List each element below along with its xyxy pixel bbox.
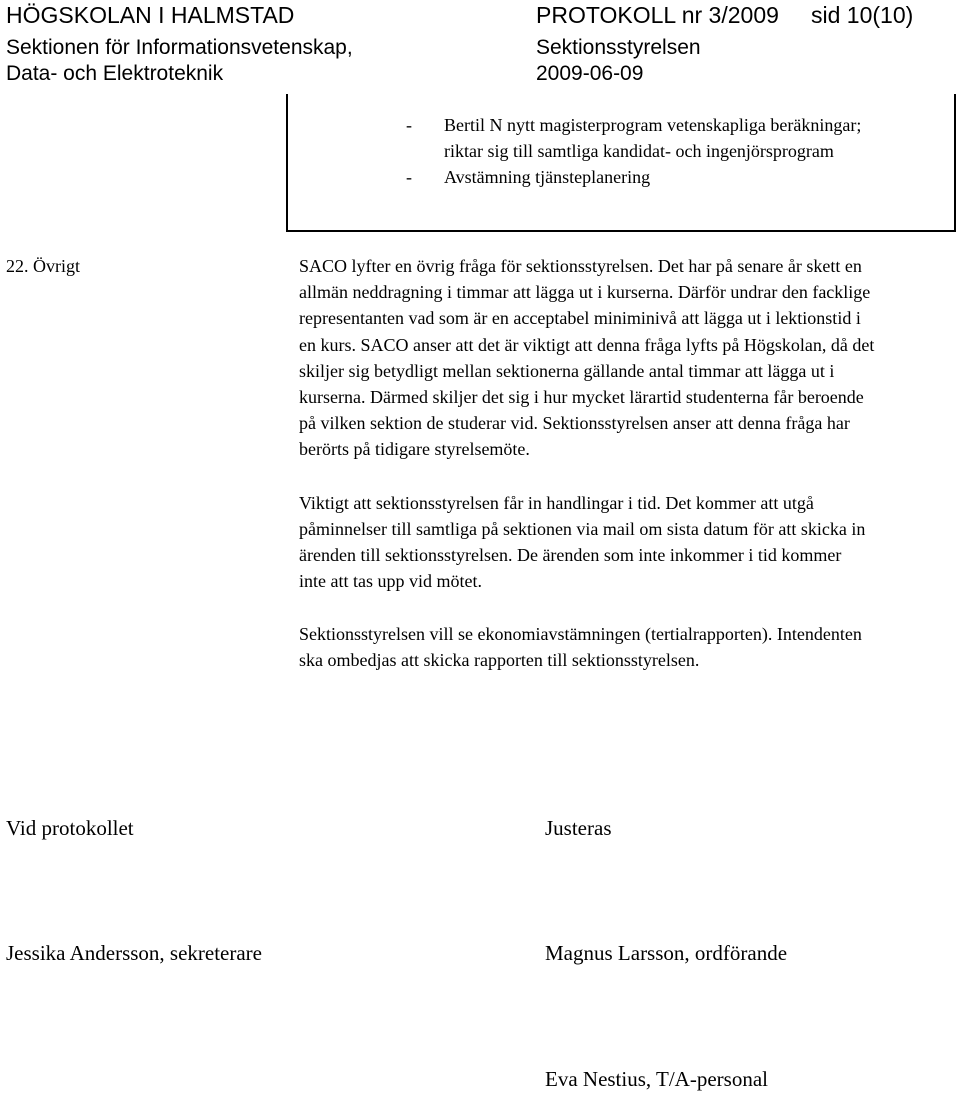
paragraph-line: påminnelser till samtliga på sektionen via mail om sista datum för att skicka in [299, 519, 866, 539]
previous-item-box [286, 94, 956, 232]
paragraph-line: ska ombedjas att skicka rapporten till sektionsstyrelsen. [299, 650, 700, 670]
bullet-dash: - [406, 115, 412, 135]
bullet-dash: - [406, 167, 412, 187]
page-number: sid 10(10) [811, 2, 914, 28]
paragraph-line: ärenden till sektionsstyrelsen. De ärenden som inte inkommer i tid kommer [299, 545, 842, 565]
paragraph-line: en kurs. SACO anser att det är viktigt att denna fråga lyfts på Högskolan, då det [299, 335, 875, 355]
list-item-text: Bertil N nytt magisterprogram vetenskapliga beräkningar; [444, 115, 862, 135]
list-item-continuation: riktar sig till samtliga kandidat- och ingenjörsprogram [444, 141, 834, 161]
paragraph-line: representanten vad som är en acceptabel miniminivå att lägga ut i lektionstid i [299, 308, 861, 328]
paragraph-line: Sektionsstyrelsen vill se ekonomiavstämningen (tertialrapporten). Intendenten [299, 624, 862, 644]
agenda-item-label: 22. Övrigt [6, 256, 80, 276]
paragraph-line: berörts på tidigare styrelsemöte. [299, 439, 530, 459]
signature-heading-approver: Justeras [545, 816, 612, 840]
document-header [0, 0, 960, 90]
paragraph-line: allmän neddragning i timmar att lägga ut i kurserna. Därför undrar den facklige [299, 282, 871, 302]
signatory-staff: Eva Nestius, T/A-personal [545, 1067, 768, 1091]
signatory-secretary: Jessika Andersson, sekreterare [6, 941, 262, 965]
paragraph-line: inte att tas upp vid mötet. [299, 571, 482, 591]
institution-name: HÖGSKOLAN I HALMSTAD [6, 2, 295, 28]
paragraph-line: skiljer sig betydligt mellan sektionerna gällande antal timmar att lägga ut i [299, 361, 835, 381]
department-name-line-2: Data- och Elektroteknik [6, 62, 224, 85]
protocol-number: PROTOKOLL nr 3/2009 [536, 2, 779, 28]
board-name: Sektionsstyrelsen [536, 36, 701, 59]
paragraph-line: Viktigt att sektionsstyrelsen får in handlingar i tid. Det kommer att utgå [299, 493, 814, 513]
signatory-chair: Magnus Larsson, ordförande [545, 941, 788, 965]
list-item-text: Avstämning tjänsteplanering [444, 167, 651, 187]
paragraph-line: på vilken sektion de studerar vid. Sektionsstyrelsen anser att denna fråga har [299, 413, 850, 433]
signature-heading-secretary: Vid protokollet [6, 816, 134, 840]
department-name-line-1: Sektionen för Informationsvetenskap, [6, 36, 353, 59]
paragraph-line: kurserna. Därmed skiljer det sig i hur mycket lärartid studenterna får beroende [299, 387, 864, 407]
meeting-date: 2009-06-09 [536, 62, 644, 85]
paragraph-line: SACO lyfter en övrig fråga för sektionsstyrelsen. Det har på senare år skett en [299, 256, 862, 276]
